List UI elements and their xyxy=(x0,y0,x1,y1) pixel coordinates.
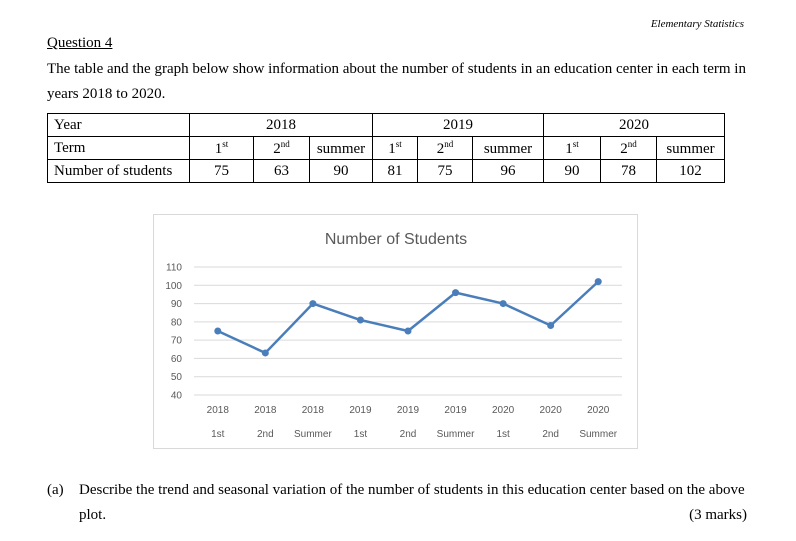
y-tick-label: 40 xyxy=(170,390,182,402)
term-cell: 2nd xyxy=(601,137,657,160)
year-cell: 2020 xyxy=(544,114,725,137)
question-title: Question 4 xyxy=(47,35,113,51)
students-cell: 81 xyxy=(373,160,418,183)
x-tick-term: Summer xyxy=(579,429,618,440)
x-tick-term: Summer xyxy=(436,429,475,440)
term-cell: 2nd xyxy=(418,137,473,160)
term-cell: 1st xyxy=(544,137,601,160)
y-tick-label: 110 xyxy=(166,262,182,274)
series-line xyxy=(218,282,598,353)
data-point xyxy=(214,328,221,335)
students-cell: 75 xyxy=(418,160,473,183)
data-point xyxy=(357,317,364,324)
question-intro: The table and the graph below show information about the number of students in an education center in each term in years 2018 to 2020. xyxy=(47,61,746,102)
x-tick-term: 1st xyxy=(211,429,225,440)
students-cell: 63 xyxy=(254,160,310,183)
data-point xyxy=(500,300,507,307)
students-table xyxy=(47,113,725,183)
x-tick-year: 2020 xyxy=(491,405,515,416)
x-tick-term: 1st xyxy=(496,429,510,440)
term-cell: 2nd xyxy=(254,137,310,160)
data-point xyxy=(547,322,554,329)
part-a-label: (a) xyxy=(47,482,64,498)
term-cell: summer xyxy=(657,137,725,160)
students-cell: 90 xyxy=(310,160,373,183)
chart-title: Number of Students xyxy=(324,231,468,248)
year-row xyxy=(48,114,725,137)
y-tick-label: 100 xyxy=(165,280,182,292)
course-header: Elementary Statistics xyxy=(650,18,744,30)
data-point xyxy=(595,278,602,285)
data-point xyxy=(262,349,269,356)
chart-y-axis xyxy=(165,263,182,402)
term-cell: summer xyxy=(310,137,373,160)
students-cell: 78 xyxy=(601,160,657,183)
year-row-label: Year xyxy=(48,114,190,137)
x-tick-year: 2018 xyxy=(206,405,229,416)
x-tick-year: 2020 xyxy=(587,405,610,416)
chart-series xyxy=(214,278,601,356)
x-tick-year: 2018 xyxy=(254,405,277,416)
part-a-text: Describe the trend and seasonal variation of the number of students in this education center based on the above plot. xyxy=(79,482,745,523)
x-tick-year: 2019 xyxy=(349,405,372,416)
term-cell: 1st xyxy=(190,137,254,160)
data-point xyxy=(309,300,316,307)
year-cell: 2018 xyxy=(190,114,373,137)
chart-svg xyxy=(154,215,637,448)
x-tick-year: 2019 xyxy=(396,405,420,416)
x-tick-year: 2020 xyxy=(539,405,562,416)
students-cell: 102 xyxy=(657,160,725,183)
year-cell: 2019 xyxy=(373,114,544,137)
students-cell: 96 xyxy=(473,160,544,183)
students-row xyxy=(48,160,725,183)
x-tick-year: 2019 xyxy=(444,405,467,416)
y-tick-label: 50 xyxy=(170,372,182,384)
term-row-label: Term xyxy=(48,137,190,160)
x-tick-term: 2nd xyxy=(256,429,274,440)
chart-x-axis xyxy=(207,405,618,440)
term-cell: summer xyxy=(473,137,544,160)
x-tick-year: 2018 xyxy=(301,405,325,416)
x-tick-term: 2nd xyxy=(399,429,417,440)
students-row-label: Number of students xyxy=(48,160,190,183)
students-cell: 75 xyxy=(190,160,254,183)
students-chart xyxy=(153,214,638,449)
term-cell: 1st xyxy=(373,137,418,160)
y-tick-label: 70 xyxy=(170,335,182,347)
data-point xyxy=(405,328,412,335)
data-point xyxy=(452,289,459,296)
x-tick-term: Summer xyxy=(293,429,332,440)
x-tick-term: 1st xyxy=(353,429,368,440)
x-tick-term: 2nd xyxy=(542,429,560,440)
y-tick-label: 90 xyxy=(170,299,182,311)
y-tick-label: 60 xyxy=(170,353,182,365)
term-row xyxy=(48,137,725,160)
part-a-marks: (3 marks) xyxy=(689,507,747,523)
students-cell: 90 xyxy=(544,160,601,183)
y-tick-label: 80 xyxy=(170,317,182,329)
